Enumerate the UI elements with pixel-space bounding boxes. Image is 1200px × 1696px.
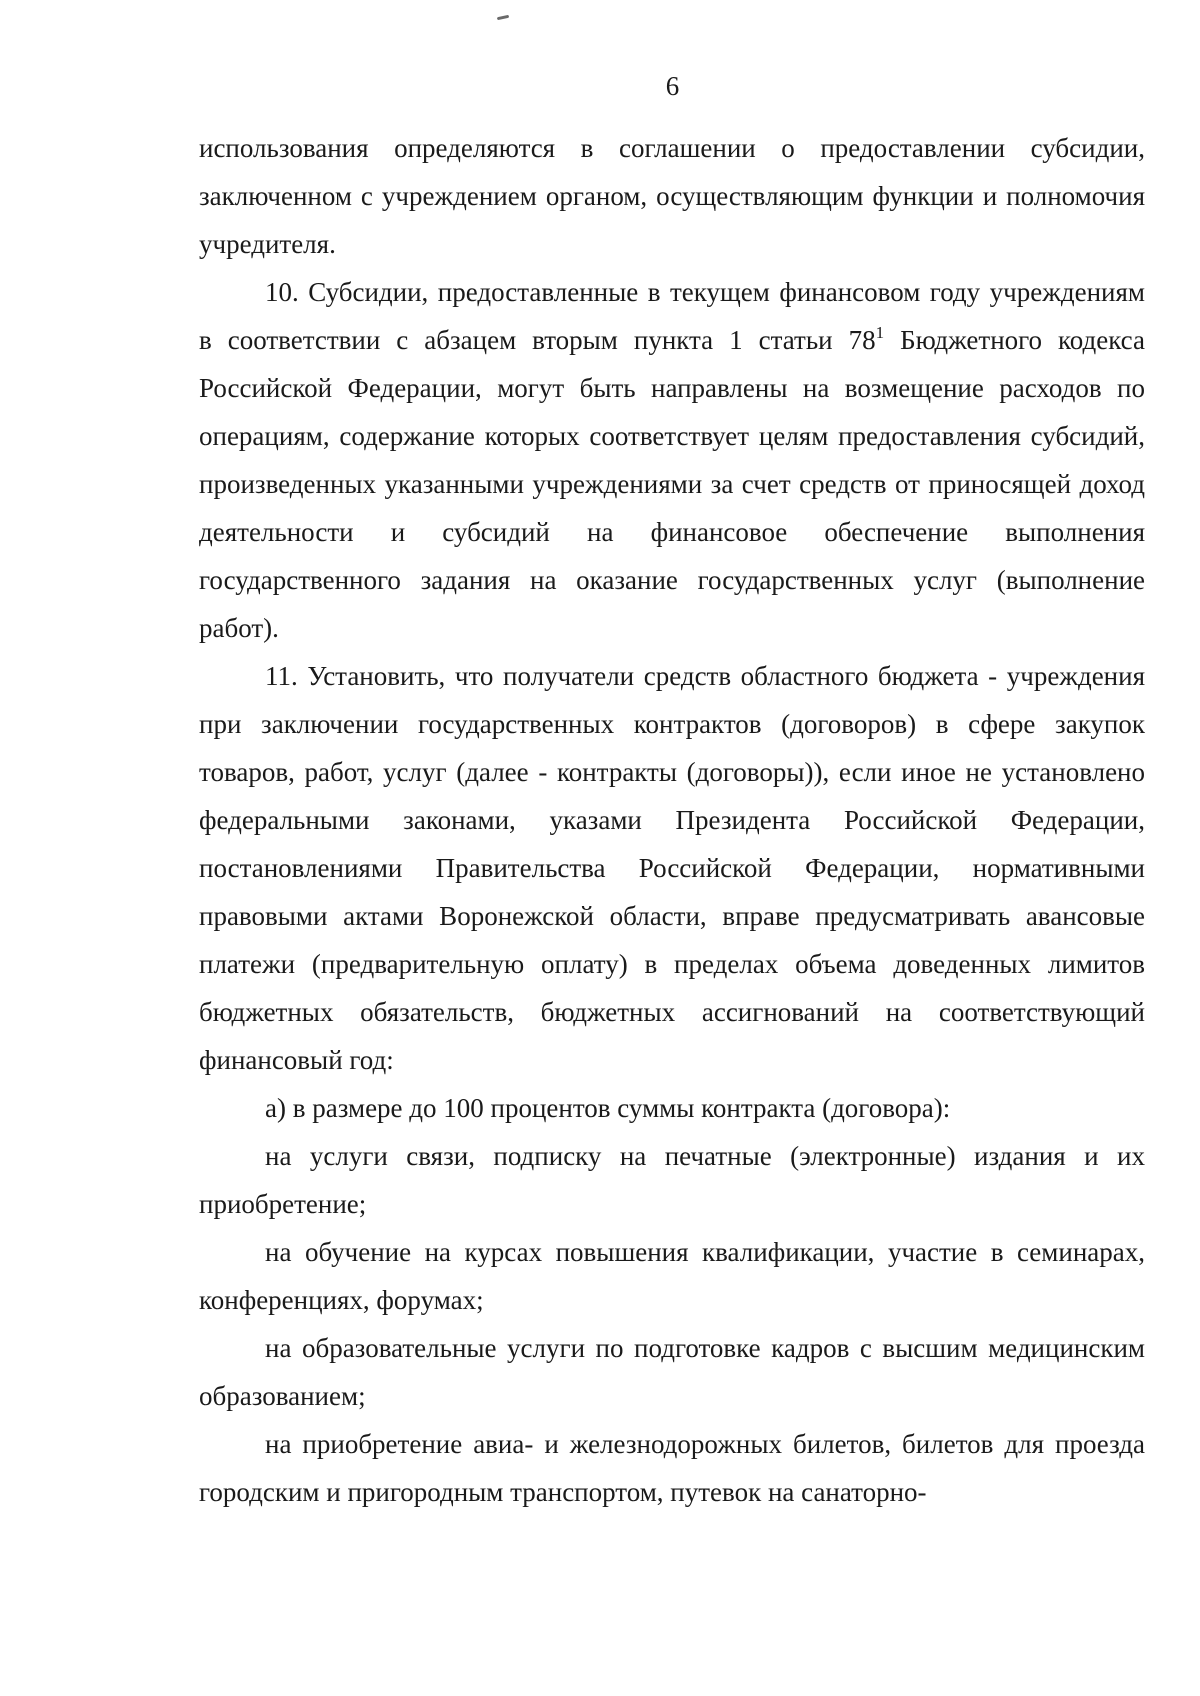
paragraph-continuation: использования определяются в соглашении о предоставлении субсидии, заключенном с учреждением органом, осуществляющим функции и полномочия учредителя.: [199, 133, 1145, 259]
paragraph-10-text-start: 10. Субсидии, предоставленные в текущем финансовом году учреждениям в соответствии с абзацем вторым пункта 1 статьи 78: [199, 277, 1145, 355]
list-item-training-courses: на обучение на курсах повышения квалификации, участие в семинарах, конференциях, форумах;: [199, 1237, 1145, 1315]
page-number: 6: [665, 71, 680, 101]
scan-speck: [497, 15, 509, 20]
document-body: [199, 124, 1145, 1516]
list-item-medical-education: на образовательные услуги по подготовке кадров с высшим медицинским образованием;: [199, 1333, 1145, 1411]
paragraph-item-10: [199, 268, 1145, 652]
paragraph-item-11: 11. Установить, что получатели средств областного бюджета - учреждения при заключении государственных контрактов (договоров) в сфере закупок товаров, работ, услуг (далее - контракты (договоры)), если иное не установлено федеральными законами, указами Президента Российской Федерации, постановлениями Правительства Российской Федерации, нормативными правовыми актами Воронежской области, вправе предусматривать авансовые платежи (предварительную оплату) в пределах объема доведенных лимитов бюджетных обязательств, бюджетных ассигнований на соответствующий финансовый год:: [199, 661, 1145, 1075]
list-item-travel-tickets: на приобретение авиа- и железнодорожных билетов, билетов для проезда городским и пригородным транспортом, путевок на санаторно-: [199, 1429, 1145, 1507]
paragraph-10-text-end: Бюджетного кодекса Российской Федерации, могут быть направлены на возмещение расходов по операциям, содержание которых соответствует целям предоставления субсидий, произведенных указанными учреждениями за счет средств от приносящей доход деятельности и субсидий на финансовое обеспечение выполнения государственного задания на оказание государственных услуг (выполнение работ).: [199, 325, 1145, 643]
article-superscript: 1: [875, 323, 885, 342]
paragraph-subitem-a: а) в размере до 100 процентов суммы контракта (договора):: [265, 1093, 951, 1123]
list-item-communication-services: на услуги связи, подписку на печатные (электронные) издания и их приобретение;: [199, 1141, 1145, 1219]
